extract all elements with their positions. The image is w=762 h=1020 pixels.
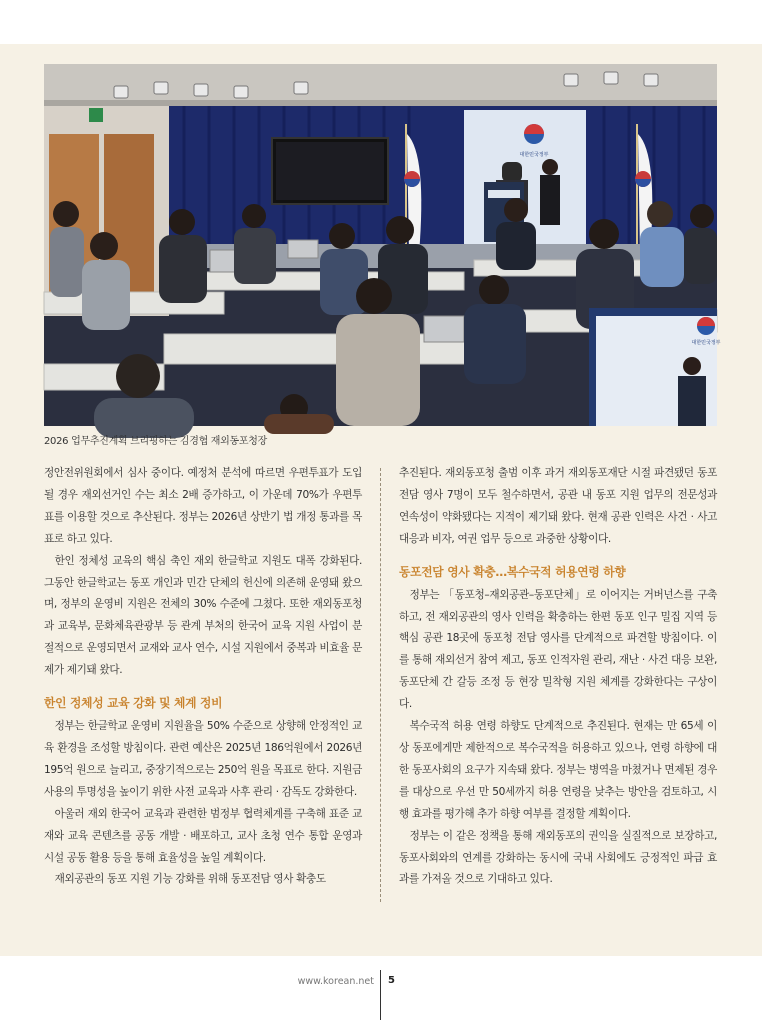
- right-paragraph-2: 정부는 「동포청–재외공관–동포단체」로 이어지는 거버넌스를 구축하고, 전 재외공관의 영사 인력을 확충하는 한편 동포 인구 밀집 지역 등 핵심 공관 18곳에 동포청 전담 영사를 단계적으로 파견할 방침이다. 이를 통해 재외선거 참여 제고, 동포 인적자원 관리, 재난 · 사건 대응 보완, 동포단체 간 갈등 조정 등 현장 밀착형 지원 체계를 강화한다는 구상이다.: [399, 588, 717, 711]
- article-left-column: [44, 463, 362, 891]
- briefing-scene-illustration: [44, 64, 721, 426]
- left-paragraph-5: 재외공관의 동포 지원 기능 강화를 위해 동포전담 영사 확충도: [54, 873, 326, 886]
- photo-caption: 2026 업무추진계획 브리핑하는 김경협 재외동포청장: [44, 436, 267, 447]
- left-paragraph-1: 정안전위원회에서 심사 중이다. 예정처 분석에 따르면 우편투표가 도입될 경우 재외선거인 수는 최소 2배 증가하고, 이 가운데 70%가 우편투표를 이용할 것으로 추산된다. 정부는 2026년 상반기 법 개정 통과를 목표로 하고 있다.: [44, 467, 362, 545]
- page-number: 5: [388, 975, 395, 986]
- section-heading-consul-expansion: 동포전담 영사 확충…복수국적 허용연령 하향: [399, 564, 626, 579]
- backdrop-logo-text: 대한민국정부: [519, 152, 549, 158]
- column-divider: [380, 468, 381, 902]
- section-heading-identity-education: 한인 정체성 교육 강화 및 체계 정비: [44, 696, 223, 711]
- footer-separator: [380, 970, 381, 1020]
- right-paragraph-3: 복수국적 허용 연령 하향도 단계적으로 추진된다. 현재는 만 65세 이상 동포에게만 제한적으로 복수국적을 허용하고 있으나, 연령 하향에 대한 동포사회의 요구가 지속돼 왔다. 정부는 병역을 마쳤거나 면제된 경우를 대상으로 우선 만 50세까지 허용 연령을 낮추는 방안을 검토하고, 시행 효과를 평가해 추가 하향 여부를 결정할 계획이다.: [399, 720, 717, 820]
- right-paragraph-1: 추진된다. 재외동포청 출범 이후 과거 재외동포재단 시절 파견됐던 동포전담 영사 7명이 모두 철수하면서, 공관 내 동포 지원 업무의 전문성과 연속성이 약화됐다는 지적이 제기돼 왔다. 현재 공관 인력은 사건 · 사고 대응과 비자, 여권 업무 등으로 과중한 상황이다.: [399, 467, 717, 545]
- article-right-column: [399, 463, 717, 891]
- left-paragraph-2: 한인 정체성 교육의 핵심 축인 재외 한글학교 지원도 대폭 강화된다. 그동안 한글학교는 동포 개인과 민간 단체의 헌신에 의존해 운영돼 왔으며, 정부의 운영비 지원은 전체의 30% 수준에 그쳤다. 또한 재외동포청과 교육부, 문화체육관광부 등 관계 부처의 한국어 교육 지원 사업이 분절적으로 운영되면서 교재와 교사 연수, 시설 지원에서 중복과 비효율 문제가 제기돼 왔다.: [44, 554, 362, 677]
- left-paragraph-3: 정부는 한글학교 운영비 지원율을 50% 수준으로 상향해 안정적인 교육 환경을 조성할 방침이다. 관련 예산은 2025년 186억원에서 2026년 195억 원으로 늘리고, 중장기적으로는 250억 원을 목표로 한다. 지원금 사용의 투명성을 높이기 위한 사전 교육과 사후 관리 · 감독도 강화한다.: [44, 720, 362, 798]
- footer-website-link[interactable]: www.korean.net: [297, 976, 374, 987]
- screen-logo-text: 대한민국정부: [691, 340, 721, 346]
- left-paragraph-4: 아울러 재외 한국어 교육과 관련한 범정부 협력체계를 구축해 표준 교재와 교육 콘텐츠를 공동 개발 · 배포하고, 교사 초청 연수 통합 운영과 시설 공동 활용 등을 통해 효율성을 높일 계획이다.: [44, 807, 362, 864]
- right-paragraph-4: 정부는 이 같은 정책을 통해 재외동포의 권익을 실질적으로 보장하고, 동포사회와의 연계를 강화하는 동시에 국내 사회에도 긍정적인 파급 효과를 가져올 것으로 기대하고 있다.: [399, 829, 717, 886]
- briefing-photo: [44, 64, 721, 426]
